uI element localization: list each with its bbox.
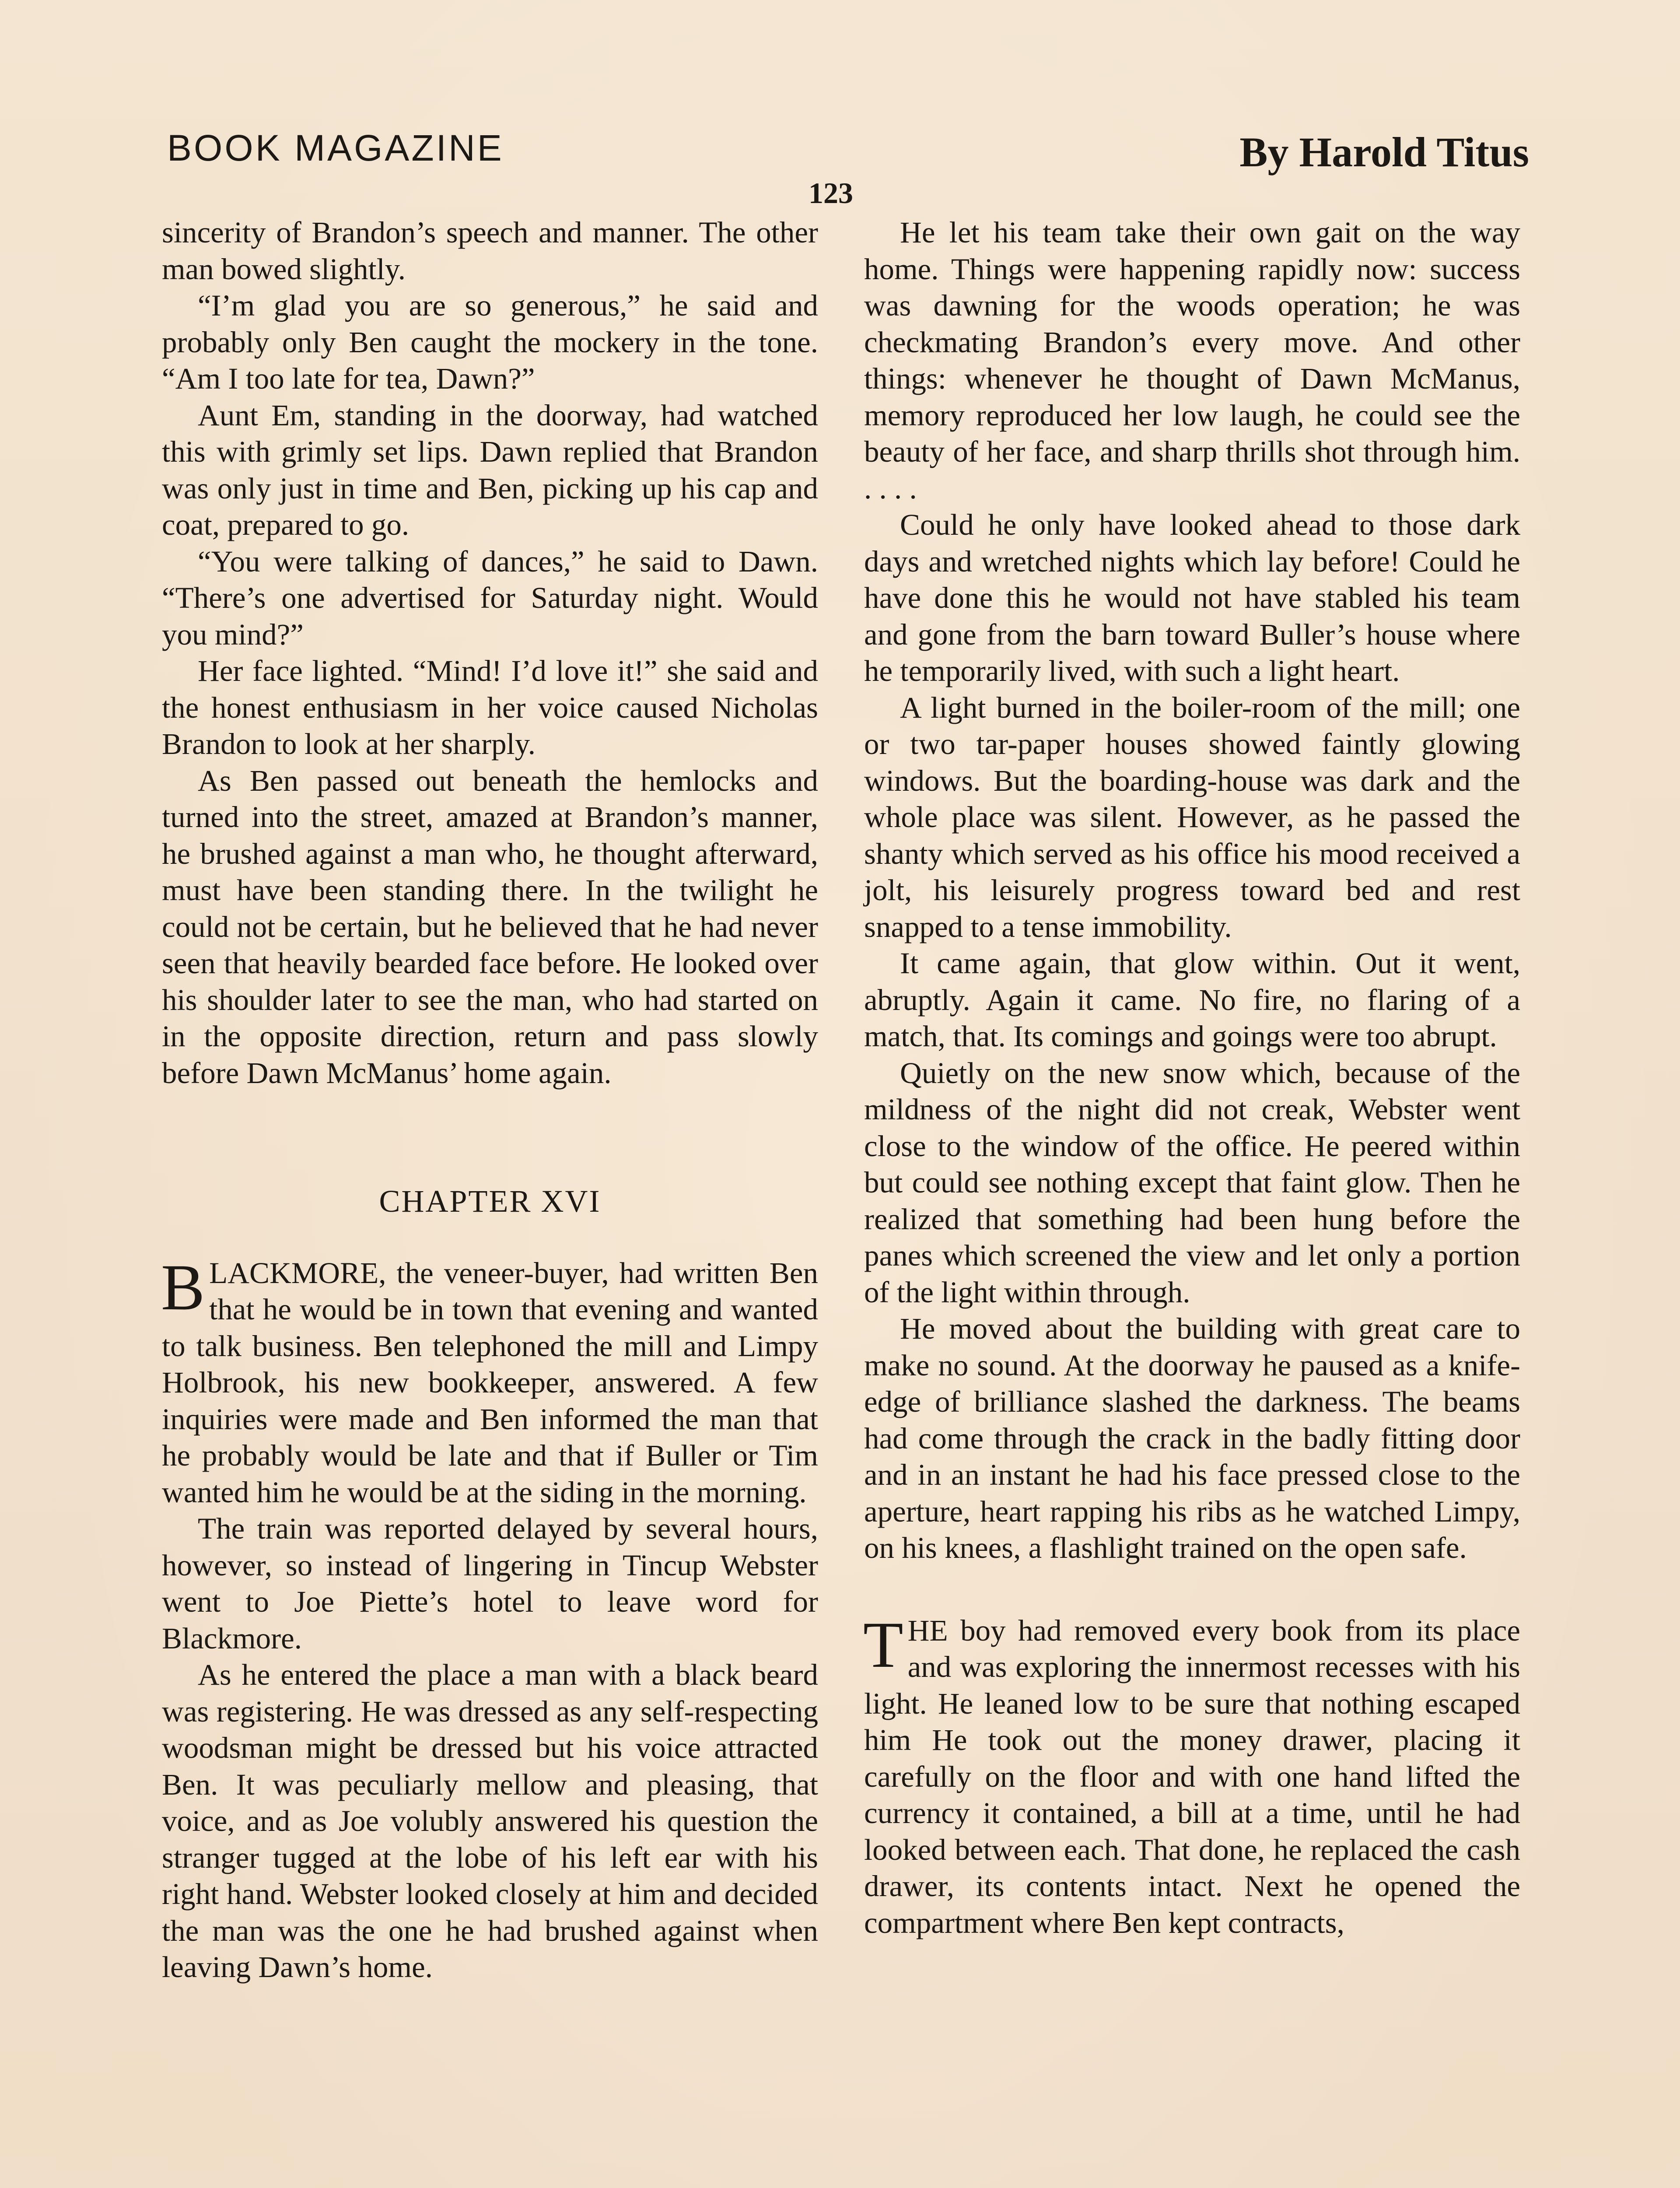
- paragraph: “You were talking of dances,” he said to Dawn. “There’s one advertised for Saturday night. Would you mind?”: [162, 544, 818, 651]
- paragraph: Quietly on the new snow which, because of the mildness of the night did not creak, Webster went close to the window of the office. He peered within but could see nothing except that faint glow. Then he realized that something had been hung before the panes which screened the view and let only a portion of the light within through.: [864, 1056, 1520, 1309]
- chapter-heading: CHAPTER XVI: [379, 1184, 601, 1219]
- paragraph: sincerity of Brandon’s speech and manner. The other man bowed slightly.: [162, 216, 818, 286]
- right-column: [864, 214, 1520, 1941]
- paragraph-text: LACKMORE, the veneer-buyer, had written Ben that he would be in town that evening and wanted to talk business. Ben telephoned the mill and Limpy Holbrook, his new bookkeeper, answered. A few inquiries were made and Ben informed the man that he probably would be late and that if Buller or Tim wanted him he would be at the siding in the morning.: [162, 1256, 818, 1509]
- paragraph: “I’m glad you are so generous,” he said and probably only Ben caught the mockery in the tone. “Am I too late for tea, Dawn?”: [162, 289, 818, 395]
- paragraph: Could he only have looked ahead to those dark days and wretched nights which lay before! Could he have done this he would not have stabled his team and gone from the barn toward Buller’s house where he temporarily lived, with such a light heart.: [864, 508, 1520, 687]
- chapter-opening-paragraph: [161, 1251, 818, 1511]
- left-column: [162, 214, 818, 1986]
- paragraph: It came again, that glow within. Out it went, abruptly. Again it came. No fire, no flaring of a match, that. Its comings and goings were too abrupt.: [864, 947, 1520, 1053]
- author-byline: By Harold Titus: [1239, 129, 1529, 175]
- paragraph: As Ben passed out beneath the hemlocks and turned into the street, amazed at Brandon’s manner, he brushed against a man who, he thought afterward, must have been standing there. In the twilight he could not be certain, but he believed that he had never seen that heavily bearded face before. He looked over his shoulder later to see the man, who had started on in the opposite direction, return and pass slowly before Dawn McManus’ home again.: [162, 764, 818, 1090]
- paragraph: Her face lighted. “Mind! I’d love it!” she said and the honest enthusiasm in her voice caused Nicholas Brandon to look at her sharply.: [162, 654, 818, 761]
- section-opening-paragraph: [863, 1608, 1520, 1942]
- paragraph: A light burned in the boiler-room of the mill; one or two tar-paper houses showed faintly glowing windows. But the boarding-house was dark and the whole place was silent. However, as he passed the shanty which served as his office his mood received a jolt, his leisurely progress toward bed and rest snapped to a tense immobility.: [864, 691, 1520, 943]
- page-number: 123: [808, 176, 853, 210]
- paragraph-text: HE boy had removed every book from its place and was exploring the innermost recesses with his light. He leaned low to be sure that nothing escaped him He took out the money drawer, placing it carefully on the floor and with one hand lifted the currency it contained, a bill at a time, until he had looked between each. That done, he replaced the cash drawer, its contents intact. Next he opened the compartment where Ben kept contracts,: [864, 1613, 1520, 1939]
- drop-cap: T: [863, 1608, 903, 1681]
- paragraph: Aunt Em, standing in the doorway, had watched this with grimly set lips. Dawn replied that Brandon was only just in time and Ben, picking up his cap and coat, prepared to go.: [162, 398, 818, 541]
- magazine-title: BOOK MAGAZINE: [167, 127, 504, 168]
- drop-cap: B: [161, 1251, 205, 1324]
- paragraph: He let his team take their own gait on the way home. Things were happening rapidly now: success was dawning for the woods operation; he was checkmating Brandon’s every move. And other things: whenever he thought of Dawn McManus, memory reproduced her low laugh, he could see the beauty of her face, and sharp thrills shot through him. . . . .: [864, 216, 1520, 505]
- paragraph: He moved about the building with great care to make no sound. At the doorway he paused as a knife-edge of brilliance slashed the darkness. The beams had come through the crack in the badly fitting door and in an instant he had his face pressed close to the aperture, heart rapping his ribs as he watched Limpy, on his knees, a flashlight trained on the open safe.: [864, 1312, 1520, 1564]
- paragraph: As he entered the place a man with a black beard was registering. He was dressed as any self-respecting woodsman might be dressed but his voice attracted Ben. It was peculiarly mellow and pleasing, that voice, and as Joe volubly answered his question the stranger tugged at the lobe of his left ear with his right hand. Webster looked closely at him and decided the man was the one he had brushed against when leaving Dawn’s home.: [162, 1658, 818, 1984]
- paragraph: The train was reported delayed by several hours, however, so instead of lingering in Tincup Webster went to Joe Piette’s hotel to leave word for Blackmore.: [162, 1512, 818, 1655]
